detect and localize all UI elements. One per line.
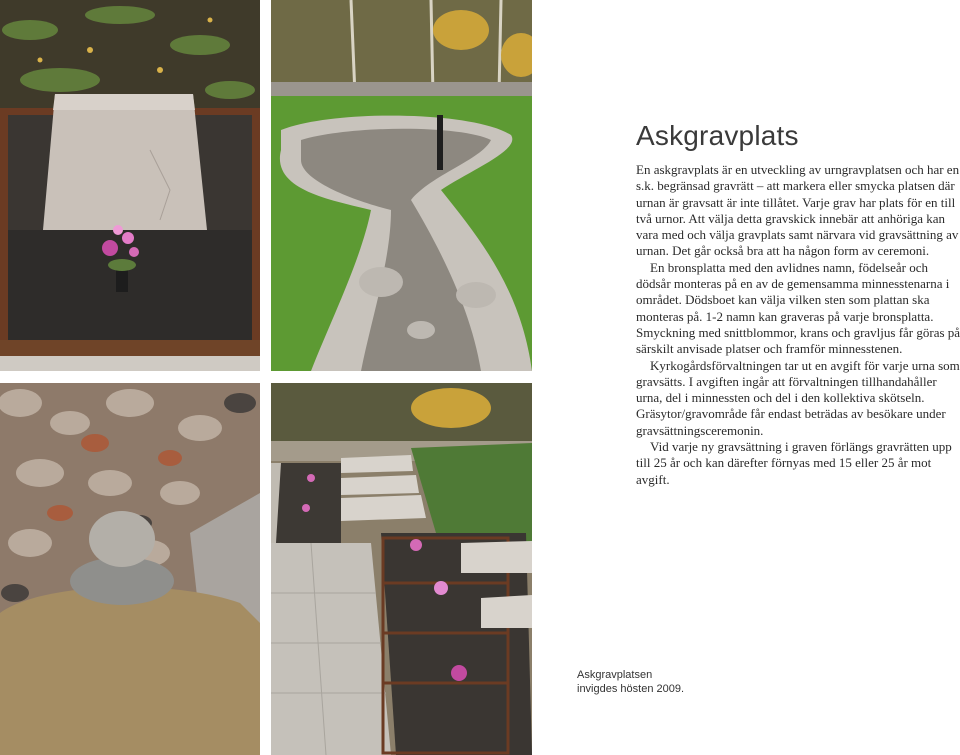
- caption-line: invigdes hösten 2009.: [577, 683, 685, 695]
- photo-stream: [271, 0, 532, 371]
- article-title: Askgravplats: [636, 120, 799, 151]
- caption-line: Askgravplatsen: [577, 669, 653, 681]
- article: [636, 120, 960, 488]
- article-paragraph: En bronsplatta med den avlidnes namn, födelseår och dödsår monteras på en av de gemensamma minnesstenarna i området. Dödsboet kan välja vilken sten som plattan ska monteras på. 1-2 namn kan graveras på varje bronsplatta. Smyckning med snittblommor, krans och gravljus får göras på särskilt anvisade platser och framför minnesstenen.: [636, 259, 960, 357]
- article-paragraph: En askgravplats är en utveckling av urngravplatsen och har en s.k. begränsad gravrätt – att markera eller smycka platsen där urnan är gravsatt är inte tillåtet. Varje grav har plats för en till två urnor. Att välja detta gravskick innebär att anhöriga kan vara med och välja gravplats samt närvara vid gravsättning av urnan. Det går också bra att ha någon form av ceremoni.: [636, 162, 960, 259]
- photo-grave-rows: [271, 383, 532, 755]
- photo-granite-plate: [0, 0, 260, 371]
- article-paragraph: Kyrkogårdsförvaltningen tar ut en avgift för varje urna som gravsätts. I avgiften ingår att förvaltningen tillhandahåller urna, del i minnessten och del i den kollektiva skötseln. Gräsytor/gravområde får endast beträdas av besökare under gravsättningsceremonin.: [636, 357, 960, 438]
- article-paragraph: Vid varje ny gravsättning i graven förlängs gravrätten upp till 25 år och kan därefter förnyas med 15 eller 25 år mot avgift.: [636, 439, 952, 487]
- photo-caption: [577, 668, 757, 696]
- photo-stones: [0, 383, 260, 755]
